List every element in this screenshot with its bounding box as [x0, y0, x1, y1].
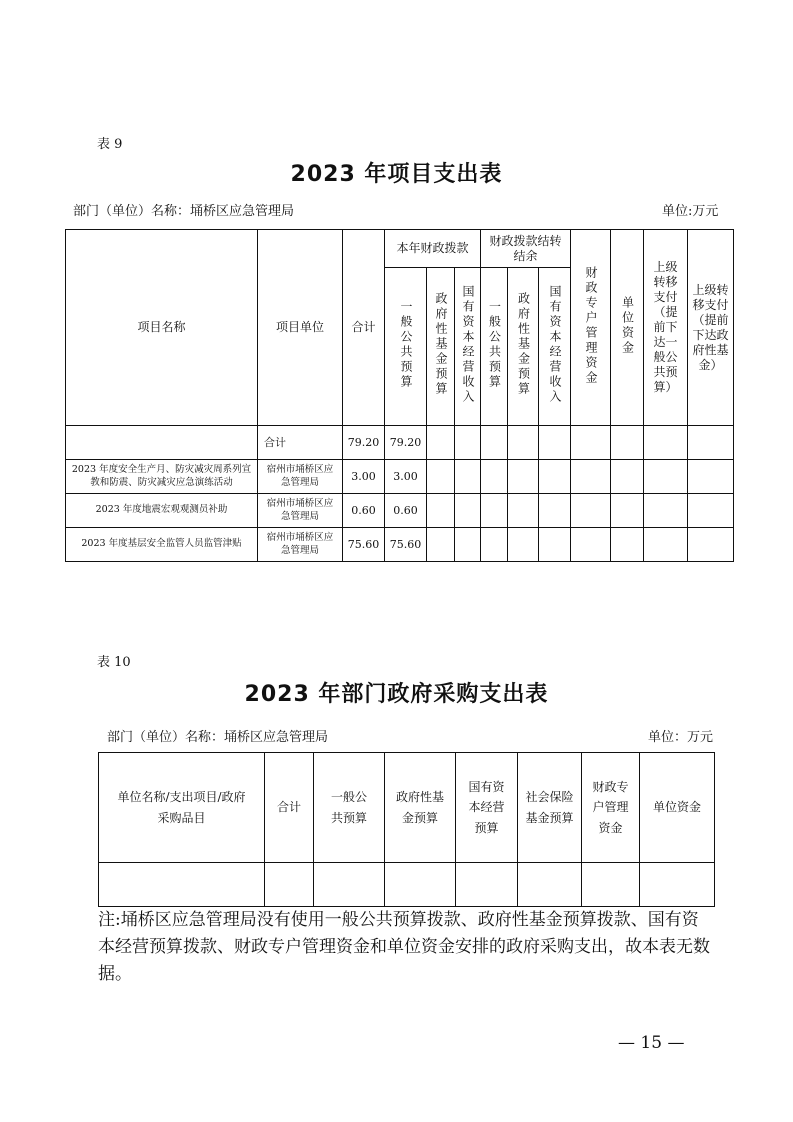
- table10-unit-label: 单位：万元: [648, 730, 714, 745]
- table10-title: 2023 年部门政府采购支出表: [244, 682, 549, 707]
- row-general: 3.00: [385, 460, 427, 494]
- header-state-capital-2: 国有资本经营收入: [539, 268, 571, 426]
- header-special-account: 财政专户管理资金: [571, 230, 611, 426]
- header-transfer-general: 上级转移支付（提前下达一般公共预算）: [644, 230, 688, 426]
- table-row: [66, 494, 734, 528]
- header-gov-fund-2: 政府性基金预算: [508, 268, 539, 426]
- table-row: [66, 460, 734, 494]
- header-state-capital: 国有资本经营预算: [456, 753, 518, 863]
- row-unit: 宿州市埇桥区应急管理局: [258, 494, 343, 528]
- table10-dept-label: 部门（单位）名称：埇桥区应急管理局: [107, 730, 329, 745]
- table10-note: 注:埇桥区应急管理局没有使用一般公共预算拨款、政府性基金预算拨款、国有资本经营预算拨款、财政专户管理资金和单位资金安排的政府采购支出，故本表无数据。: [98, 910, 710, 984]
- row-total: 3.00: [343, 460, 385, 494]
- header-unit-funds: 单位资金: [640, 753, 715, 863]
- header-total: 合计: [343, 230, 385, 426]
- header-unit-name: 单位名称/支出项目/政府采购品目: [99, 753, 265, 863]
- header-general-public: 一般公共预算: [314, 753, 385, 863]
- header-gov-fund: 政府性基金预算: [385, 753, 456, 863]
- row-total: 75.60: [343, 528, 385, 562]
- table-row: [66, 426, 734, 460]
- row-total: 79.20: [343, 426, 385, 460]
- header-special-account: 财政专户管理资金: [582, 753, 640, 863]
- table9-title: 2023 年项目支出表: [290, 162, 503, 187]
- header-project-name: 项目名称: [66, 230, 258, 426]
- header-project-unit: 项目单位: [258, 230, 343, 426]
- header-general-public-2: 一般公共预算: [481, 268, 508, 426]
- header-state-capital: 国有资本经营收入: [455, 268, 481, 426]
- row-unit: 宿州市埇桥区应急管理局: [258, 528, 343, 562]
- header-general-public: 一般公共预算: [385, 268, 427, 426]
- header-current-year: 本年财政拨款: [385, 230, 481, 268]
- header-social-insurance: 社会保险基金预算: [518, 753, 582, 863]
- row-name: [66, 426, 258, 460]
- table10-number: 表 10: [97, 655, 131, 670]
- row-name: 2023 年度基层安全监管人员监管津贴: [66, 528, 258, 562]
- header-unit-funds: 单位资金: [611, 230, 644, 426]
- row-total: 0.60: [343, 494, 385, 528]
- header-gov-fund: 政府性基金预算: [427, 268, 455, 426]
- table-row: [99, 863, 715, 907]
- table9-dept-label: 部门（单位）名称：埇桥区应急管理局: [73, 204, 295, 219]
- table10: [98, 752, 715, 907]
- table9-number: 表 9: [97, 137, 123, 152]
- header-total: 合计: [265, 753, 314, 863]
- row-general: 75.60: [385, 528, 427, 562]
- row-general: 79.20: [385, 426, 427, 460]
- row-general: 0.60: [385, 494, 427, 528]
- row-unit: 合计: [258, 426, 343, 460]
- page-number: — 15 —: [618, 1033, 685, 1053]
- header-carryover: 财政拨款结转结余: [481, 230, 571, 268]
- table9: [65, 229, 734, 562]
- table-row: [66, 528, 734, 562]
- row-unit: 宿州市埇桥区应急管理局: [258, 460, 343, 494]
- row-name: 2023 年度安全生产月、防灾减灾周系列宣教和防震、防灾减灾应急演练活动: [66, 460, 258, 494]
- row-name: 2023 年度地震宏观观测员补助: [66, 494, 258, 528]
- header-transfer-fund: 上级转移支付（提前下达政府性基金）: [688, 230, 734, 426]
- table9-unit-label: 单位:万元: [662, 204, 719, 219]
